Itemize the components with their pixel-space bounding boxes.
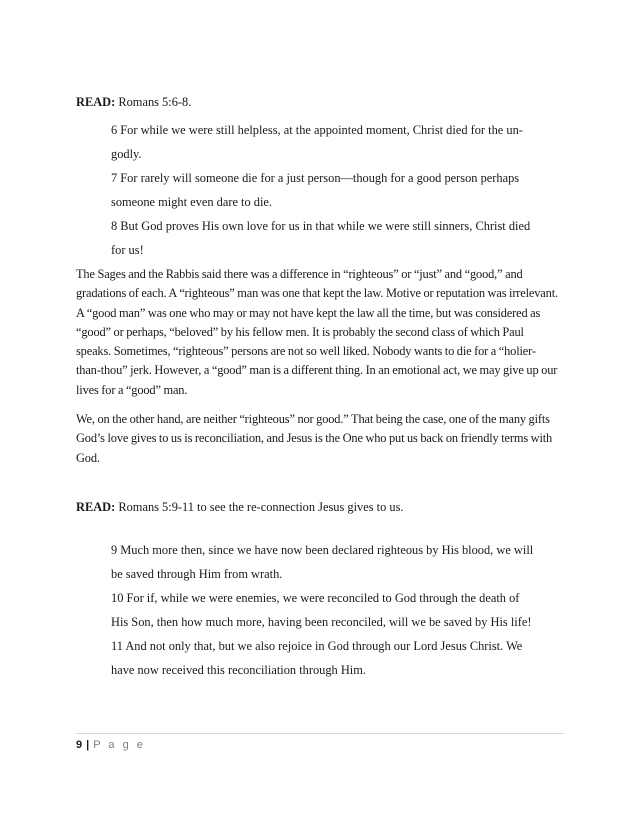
page-footer: [76, 738, 145, 752]
footer-divider: [76, 733, 564, 734]
verse-block-1: [111, 118, 539, 262]
verse-9: 9 Much more then, since we have now been declared righteous by His blood, we will be saved through Him from wrath.: [111, 543, 534, 581]
commentary-paragraph-2: We, on the other hand, are neither “righteous” nor good.” That being the case, one of the many gifts God’s love gives to us is reconciliation, and Jesus is the One who put us back on friendly terms with God.: [76, 412, 553, 465]
commentary-paragraph-1: The Sages and the Rabbis said there was a difference in “righteous” or “just” and “good,” and gradations of each. A “righteous” man was one that kept the law. Motive or reputation was irrelevant. A “good man” was one who may or may not have kept the law all the time, but was considered as “good” or perhaps, “beloved” by his fellow men. It is probably the second class of which Paul speaks. Sometimes, “righteous” persons are not so well liked. Nobody wants to die for a “holier-than-thou” jerk. However, a “good” man is a different thing. In an emotional act, we may give up our lives for a “good” man.: [76, 267, 558, 397]
footer-separator: |: [86, 739, 90, 751]
read-label: READ:: [76, 500, 116, 514]
read-instruction-1: [76, 94, 191, 110]
read-instruction-2: [76, 499, 404, 515]
verse-6: 6 For while we were still helpless, at the appointed moment, Christ died for the un-godly.: [111, 123, 523, 161]
page-number: 9: [76, 739, 83, 751]
verse-block-2: [111, 538, 539, 682]
page-label: P a g e: [93, 739, 146, 751]
verse-11: 11 And not only that, but we also rejoice in God through our Lord Jesus Christ. We have now received this reconciliation through Him.: [111, 639, 523, 677]
read-label: READ:: [76, 95, 116, 109]
verse-10: 10 For if, while we were enemies, we were reconciled to God through the death of His Son, then how much more, having been reconciled, will we be saved by His life!: [111, 591, 532, 629]
scripture-reference: Romans 5:6-8.: [115, 95, 192, 109]
verse-8: 8 But God proves His own love for us in that while we were still sinners, Christ died for us!: [111, 219, 531, 257]
verse-7: 7 For rarely will someone die for a just person—though for a good person perhaps someone might even dare to die.: [111, 171, 520, 209]
scripture-reference: Romans 5:9-11 to see the re-connection Jesus gives to us.: [115, 500, 404, 514]
